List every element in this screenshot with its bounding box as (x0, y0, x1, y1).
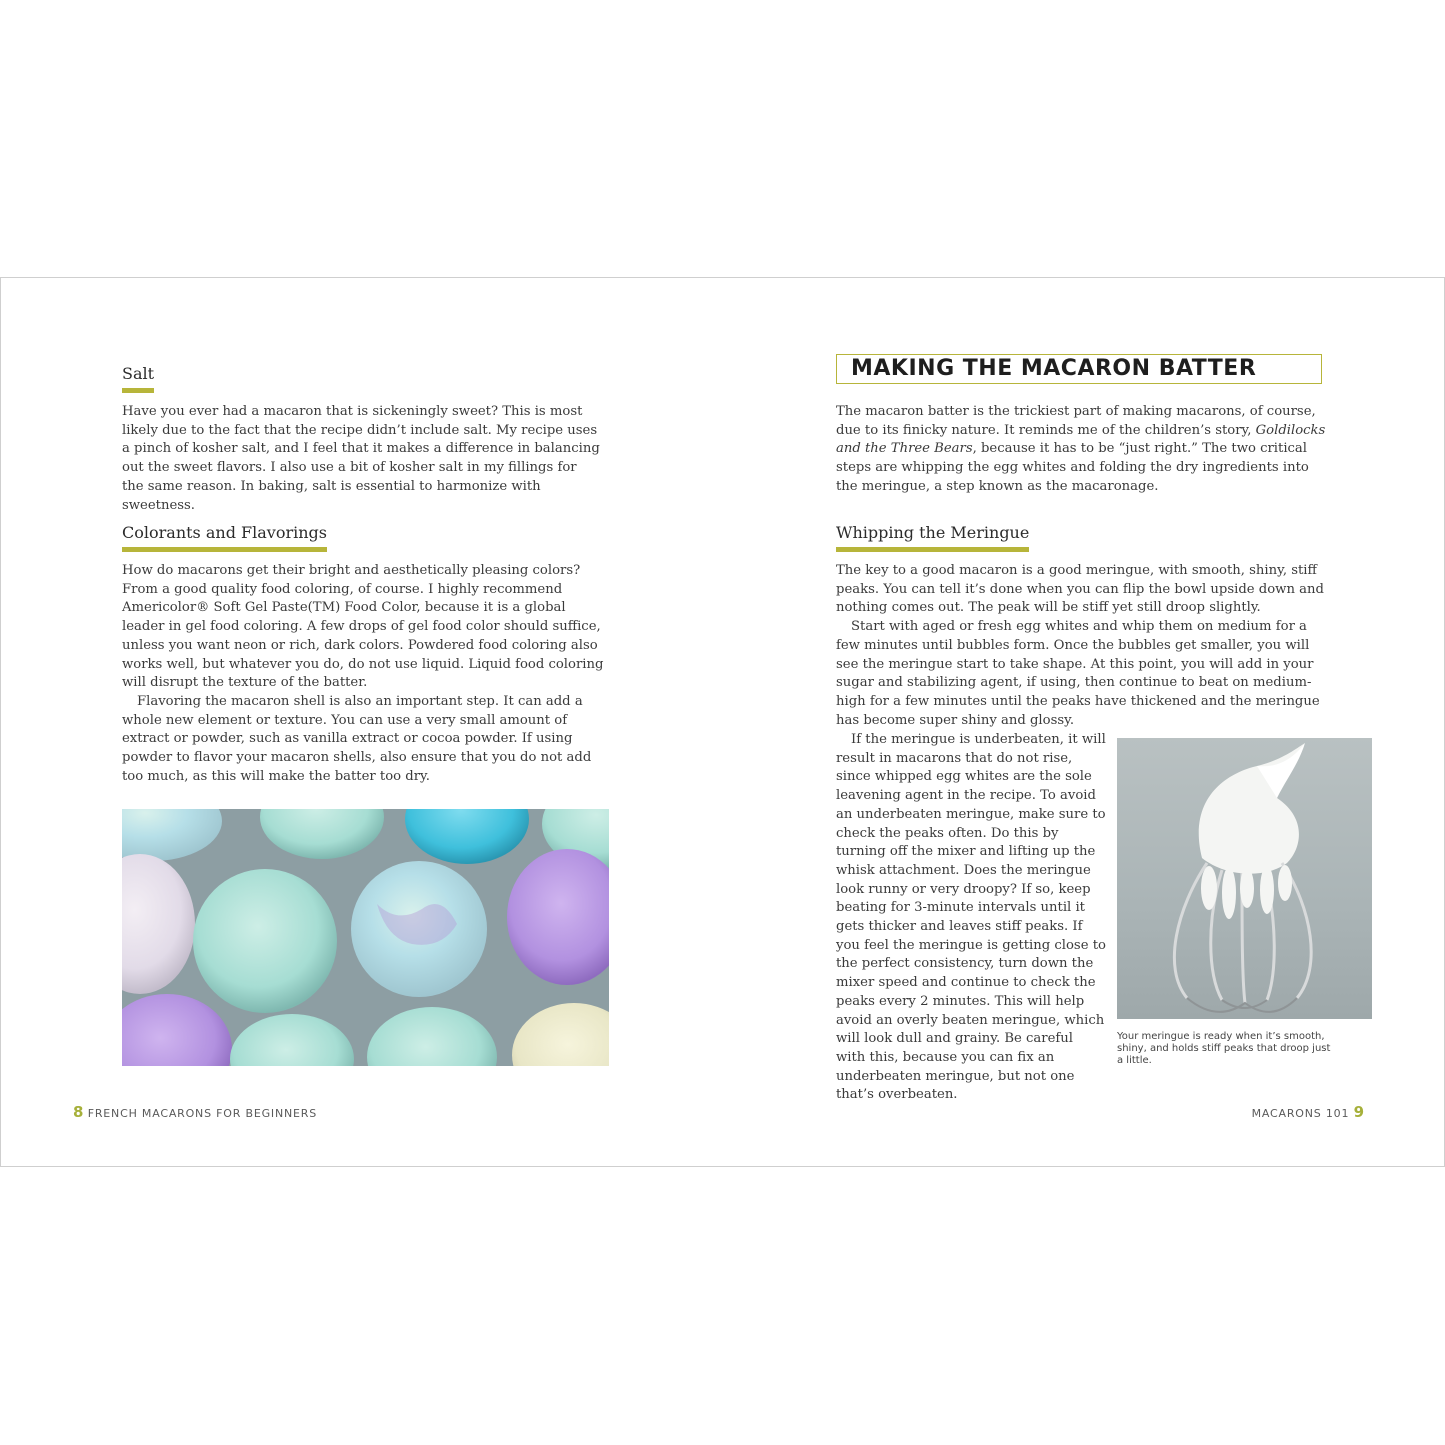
whipping-paragraph-1: The key to a good macaron is a good meringue, with smooth, shiny, stiff peaks. You can tell it’s done when you can flip the bowl upside down and nothing comes out. The peak will be stiff yet still droop slightly. (836, 563, 1324, 616)
chapter-intro (836, 403, 1326, 497)
underbeaten-body (836, 731, 1106, 1105)
whipping-paragraph-2: Start with aged or fresh egg whites and whip them on medium for a few minutes until bubbles form. Once the bubbles get smaller, you will see the meringue start to take shape. At this point, you will add in your sugar and stabilizing agent, if using, then continue to beat on medium-high for a few minutes until the peaks have thickened and the meringue has become super shiny and glossy. (836, 619, 1320, 728)
colorants-body (122, 562, 608, 786)
right-running-head: MACARONS 101 (1251, 1107, 1350, 1120)
whipping-heading: Whipping the Meringue (836, 523, 1029, 552)
chapter-intro-paragraph (836, 403, 1326, 497)
colorants-paragraph: How do macarons get their bright and aesthetically pleasing colors? From a good quality food coloring, of course. I highly recommend Americolor® Soft Gel Paste(TM) Food Color, because it is a global leader in gel food coloring. A few drops of gel food color should suffice, unless you want neon or rich, dark colors. Powdered food coloring also works well, but whatever you do, do not use liquid. Liquid food coloring will disrupt the texture of the batter. (122, 563, 604, 691)
colorants-heading: Colorants and Flavorings (122, 523, 327, 552)
left-running-head: FRENCH MACARONS FOR BEGINNERS (87, 1107, 317, 1120)
book-spread (0, 277, 1445, 1167)
salt-heading: Salt (122, 364, 154, 393)
left-page-number: 8 (73, 1103, 84, 1121)
whisk-illustration (1117, 738, 1372, 1019)
intro-text-before: The macaron batter is the trickiest part of making macarons, of course, due to its finicky nature. It reminds me of the children’s story, (836, 404, 1316, 438)
right-page-number: 9 (1353, 1103, 1364, 1121)
right-page (722, 278, 1444, 1166)
flavorings-paragraph: Flavoring the macaron shell is also an important step. It can add a whole new element or texture. You can use a very small amount of extract or powder, such as vanilla extract or cocoa powder. If using powder to flavor your macaron shells, also ensure that you do not add too much, as this will make the batter too dry. (122, 693, 592, 784)
chapter-heading: MAKING THE MACARON BATTER (836, 354, 1322, 384)
photo-caption: Your meringue is ready when it’s smooth, shiny, and holds stiff peaks that droop just a little. (1117, 1031, 1331, 1066)
whipping-body (836, 562, 1328, 730)
intro-story-title: Goldilocks and the Three Bears (836, 422, 1326, 457)
intro-text-after: , because it has to be “just right.” The two critical steps are whipping the egg whites and folding the dry ingredients into the meringue, a step known as the macaronage. (836, 441, 1309, 494)
meringue-whisk-photo (1117, 738, 1372, 1019)
left-folio (73, 1104, 317, 1122)
right-folio (1252, 1104, 1364, 1122)
salt-body (122, 403, 602, 515)
macarons-illustration (122, 809, 609, 1066)
macarons-photo (122, 809, 609, 1066)
whipping-paragraph-3: If the meringue is underbeaten, it will result in macarons that do not rise, since whipped egg whites are the sole leavening agent in the recipe. To avoid an underbeaten meringue, make sure to check the peaks often. Do this by turning off the mixer and lifting up the whisk attachment. Does the meringue look runny or very droopy? If so, keep beating for 3-minute intervals until it gets thicker and leaves stiff peaks. If you feel the meringue is getting close to the perfect consistency, turn down the mixer speed and continue to check the peaks every 2 minutes. This will help avoid an overly beaten meringue, which will look dull and grainy. Be careful with this, because you can fix an underbeaten meringue, but not one that’s overbeaten. (836, 732, 1106, 1103)
left-page (1, 278, 722, 1166)
salt-paragraph: Have you ever had a macaron that is sickeningly sweet? This is most likely due to the fact that the recipe didn’t include salt. My recipe uses a pinch of kosher salt, and I feel that it makes a difference in balancing out the sweet flavors. I also use a bit of kosher salt in my fillings for the same reason. In baking, salt is essential to harmonize with sweetness. (122, 404, 600, 513)
